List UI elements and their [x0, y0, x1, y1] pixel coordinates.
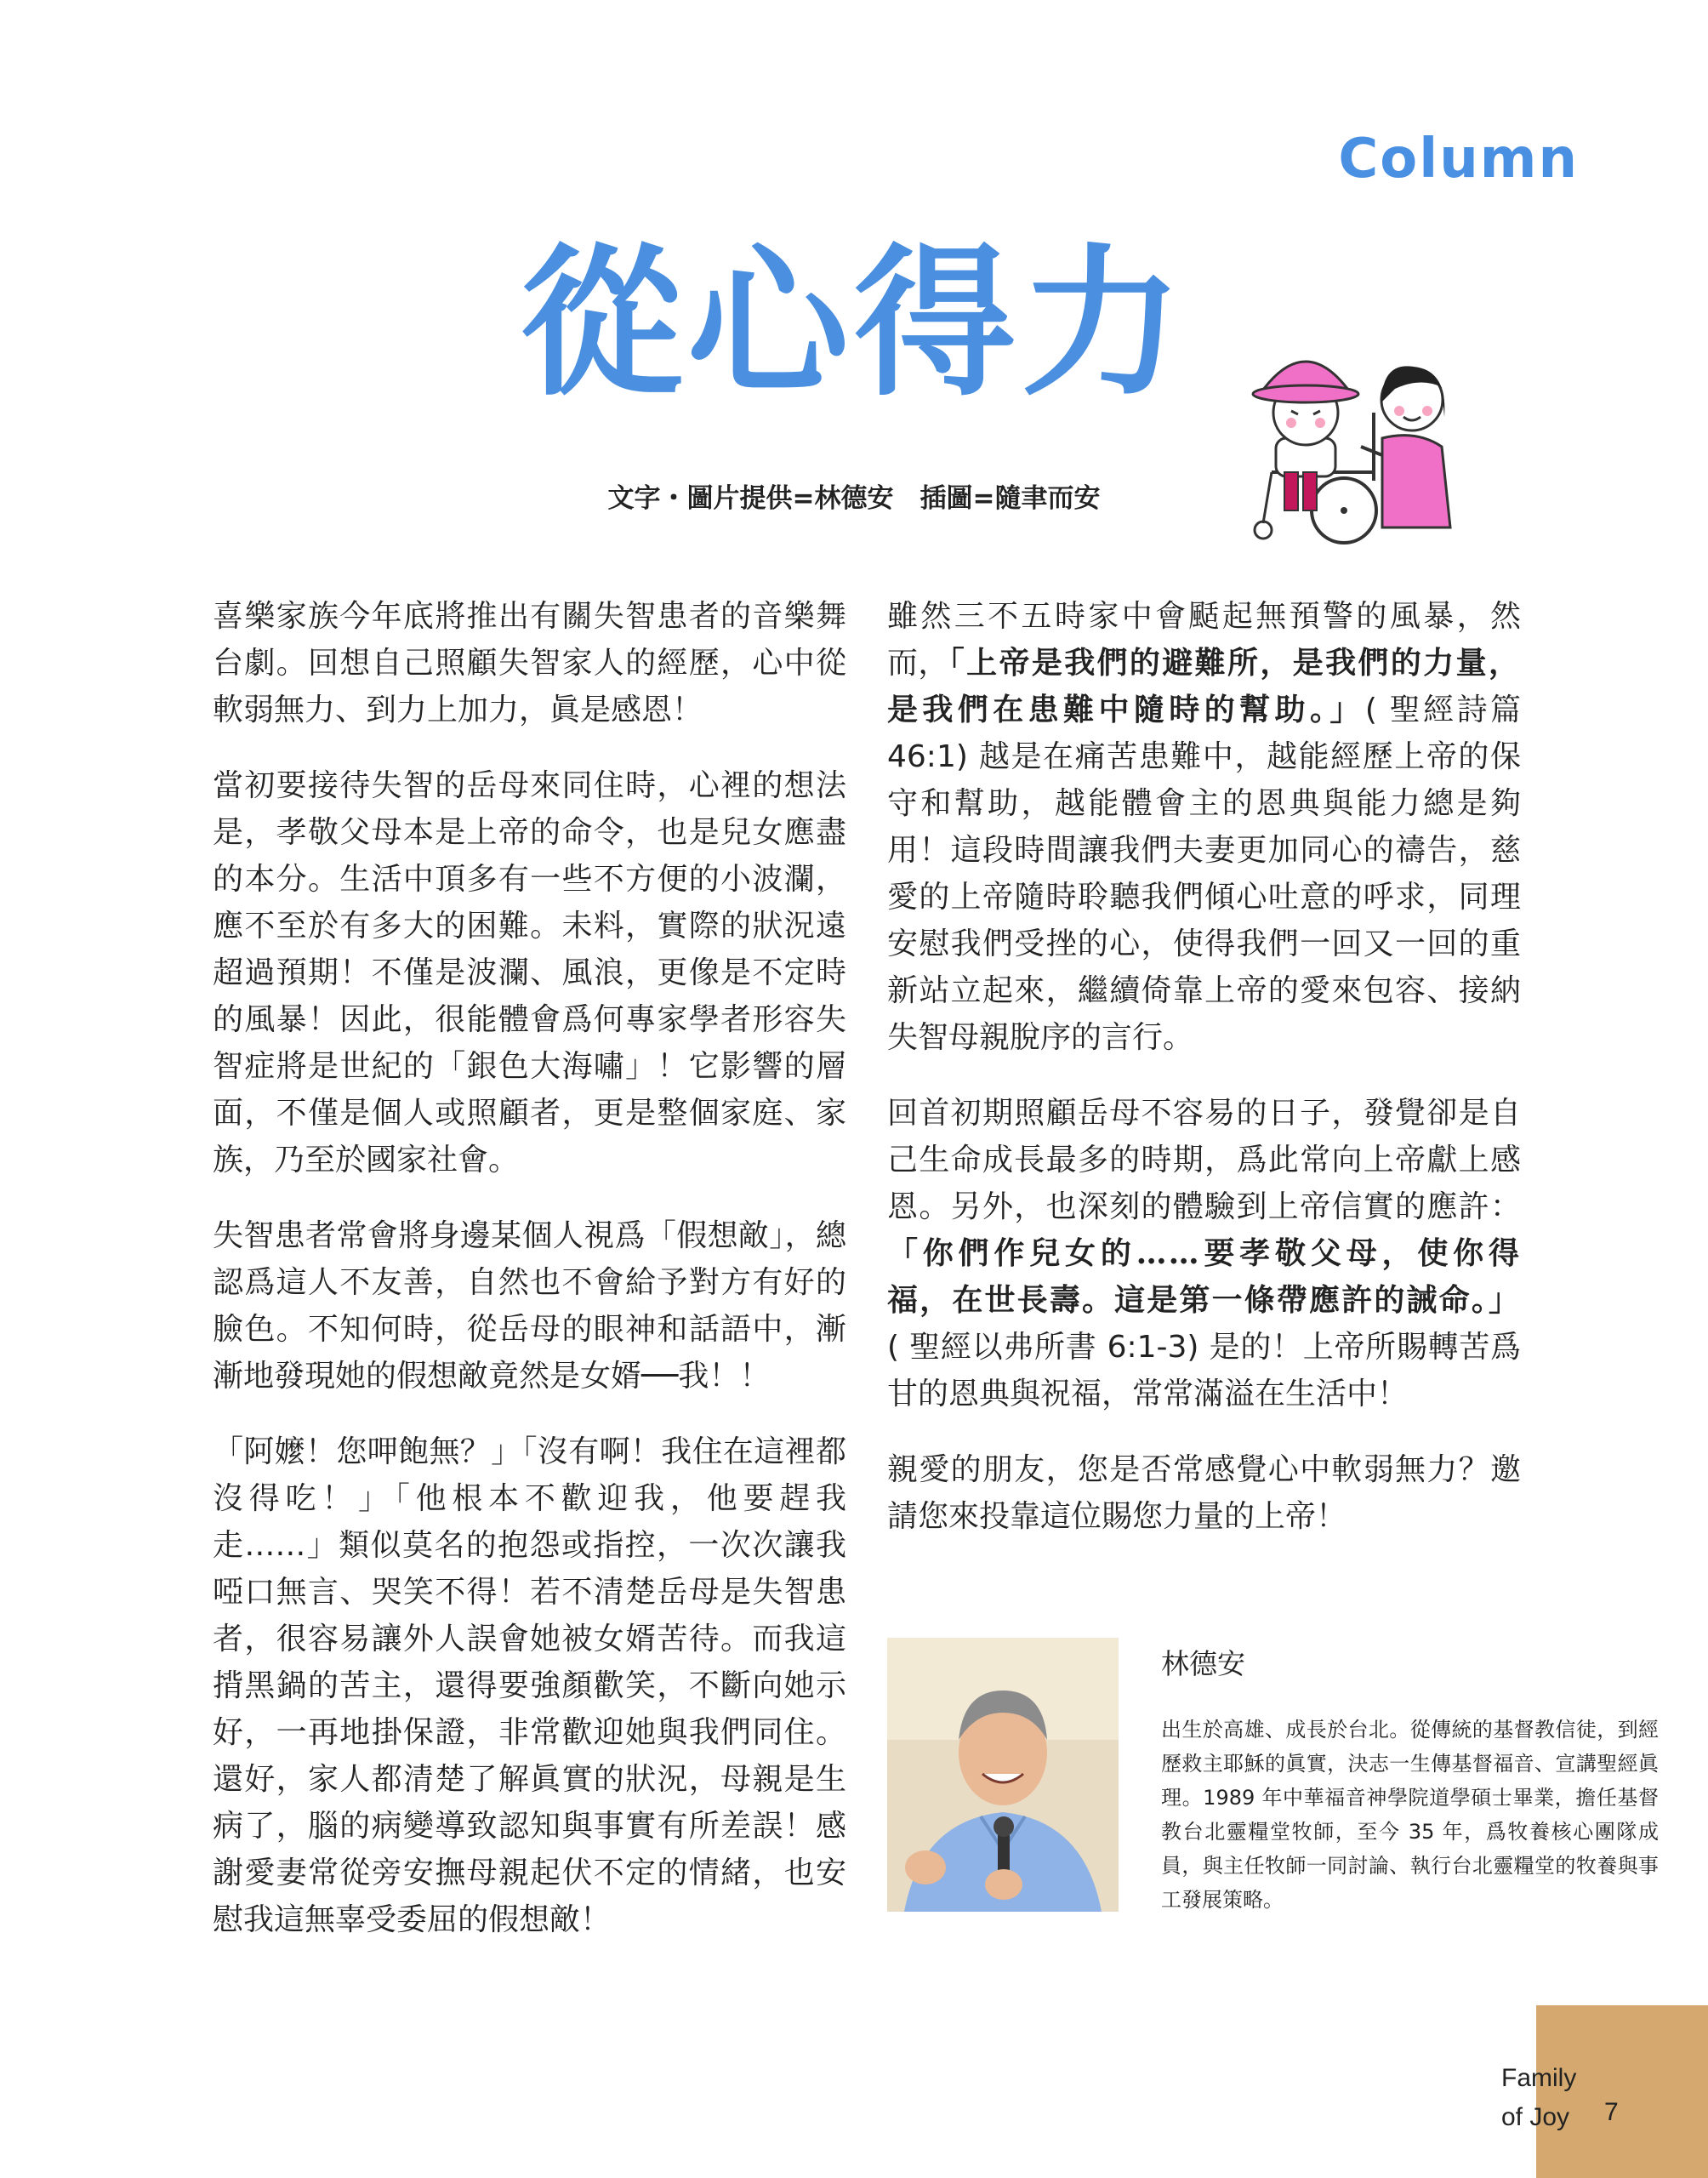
magazine-name-line: of Joy — [1501, 2103, 1570, 2131]
scripture-quote: 「你們作兒女的……要孝敬父母，使你得福，在世長壽。這是第一條帶應許的誡命。」 — [887, 1235, 1521, 1318]
page-title: 從心得力 — [520, 228, 1187, 418]
paragraph-text: 回首初期照顧岳母不容易的日子，發覺卻是自己生命成長最多的時期，爲此常向上帝獻上感恩。另外，也深刻的體驗到上帝信實的應許： — [887, 1096, 1521, 1224]
article-paragraph: 「阿嬤！您呷飽無？」「沒有啊！我住在這裡都沒得吃！」「他根本不歡迎我，他要趕我走……」類似莫名的抱怨或指控，一次次讓我啞口無言、哭笑不得！若不清楚岳母是失智患者，很容易讓外人誤會她被女婿苦待。而我這揹黑鍋的苦主，還得要強顏歡笑，不斷向她示好，一再地掛保證，非常歡迎她與我們同住。還好，家人都清楚了解眞實的狀況，母親是生病了，腦的病變導致認知與事實有所差誤！感謝愛妻常從旁安撫母親起伏不定的情緒，也安慰我這無辜受委屈的假想敵！ — [213, 1434, 846, 1937]
article-paragraph — [887, 1090, 1521, 1417]
article-paragraph: 喜樂家族今年底將推出有關失智患者的音樂舞台劇。回想自己照顧失智家人的經歷，心中從軟弱無力、到力上加力，眞是感恩！ — [213, 599, 846, 727]
author-bio: 出生於高雄、成長於台北。從傳統的基督教信徒，到經歷救主耶穌的眞實，決志一生傳基督福音、宣講聖經眞理。1989 年中華福音神學院道學碩士畢業，擔任基督教台北靈糧堂牧師，至今 35 年，爲牧養核心團隊成員，與主任牧師一同討論、執行台北靈糧堂的牧養與事工發展策略。 — [1161, 1718, 1659, 1912]
magazine-name — [1501, 2059, 1576, 2137]
section-label: Column — [1338, 128, 1579, 191]
article-paragraph: 當初要接待失智的岳母來同住時，心裡的想法是，孝敬父母本是上帝的命令，也是兒女應盡的本分。生活中頂多有一些不方便的小波瀾，應不至於有多大的困難。未料，實際的狀況遠超過預期！不僅是波瀾、風浪，更像是不定時的風暴！因此，很能體會爲何專家學者形容失智症將是世紀的「銀色大海嘯」！它影響的層面，不僅是個人或照顧者，更是整個家庭、家族，乃至於國家社會。 — [213, 768, 846, 1177]
article-right-column — [887, 593, 1521, 1569]
paragraph-text: ( 聖經詩篇 46:1) 越是在痛苦患難中，越能經歷上帝的保守和幫助，越能體會主的恩典與能力總是夠用！這段時間讓我們夫妻更加同心的禱告，慈愛的上帝隨時聆聽我們傾心吐意的呼求，同理安慰我們受挫的心，使得我們一回又一回的重新站立起來，繼續倚靠上帝的愛來包容、接納失智母親脫序的言行。 — [887, 693, 1521, 1055]
article-paragraph: 失智患者常會將身邊某個人視爲「假想敵」，總認爲這人不友善，自然也不會給予對方有好的臉色。不知何時，從岳母的眼神和話語中，漸漸地發現她的假想敵竟然是女婿──我！！ — [213, 1218, 846, 1394]
byline: 文字・圖片提供=林德安 插圖=隨聿而安 — [607, 483, 1101, 514]
caregiver-illustration — [1225, 336, 1514, 549]
article-paragraph — [887, 593, 1521, 1061]
author-photo — [887, 1638, 1119, 1912]
magazine-name-line: Family — [1501, 2064, 1577, 2092]
paragraph-text: 雖然三不五時家中會颳起無預警的風暴，然而， — [887, 599, 1521, 681]
article-left-column — [213, 593, 846, 1972]
paragraph-text: ( 聖經以弗所書 6:1-3) 是的！上帝所賜轉苦爲甘的恩典與祝福，常常滿溢在生活中！ — [887, 1330, 1521, 1411]
page-number: 7 — [1604, 2098, 1619, 2126]
author-name: 林德安 — [1161, 1647, 1245, 1680]
article-paragraph: 親愛的朋友，您是否常感覺心中軟弱無力？邀請您來投靠這位賜您力量的上帝！ — [887, 1452, 1521, 1534]
scripture-quote: 「上帝是我們的避難所，是我們的力量，是我們在患難中隨時的幫助。」 — [887, 645, 1521, 727]
